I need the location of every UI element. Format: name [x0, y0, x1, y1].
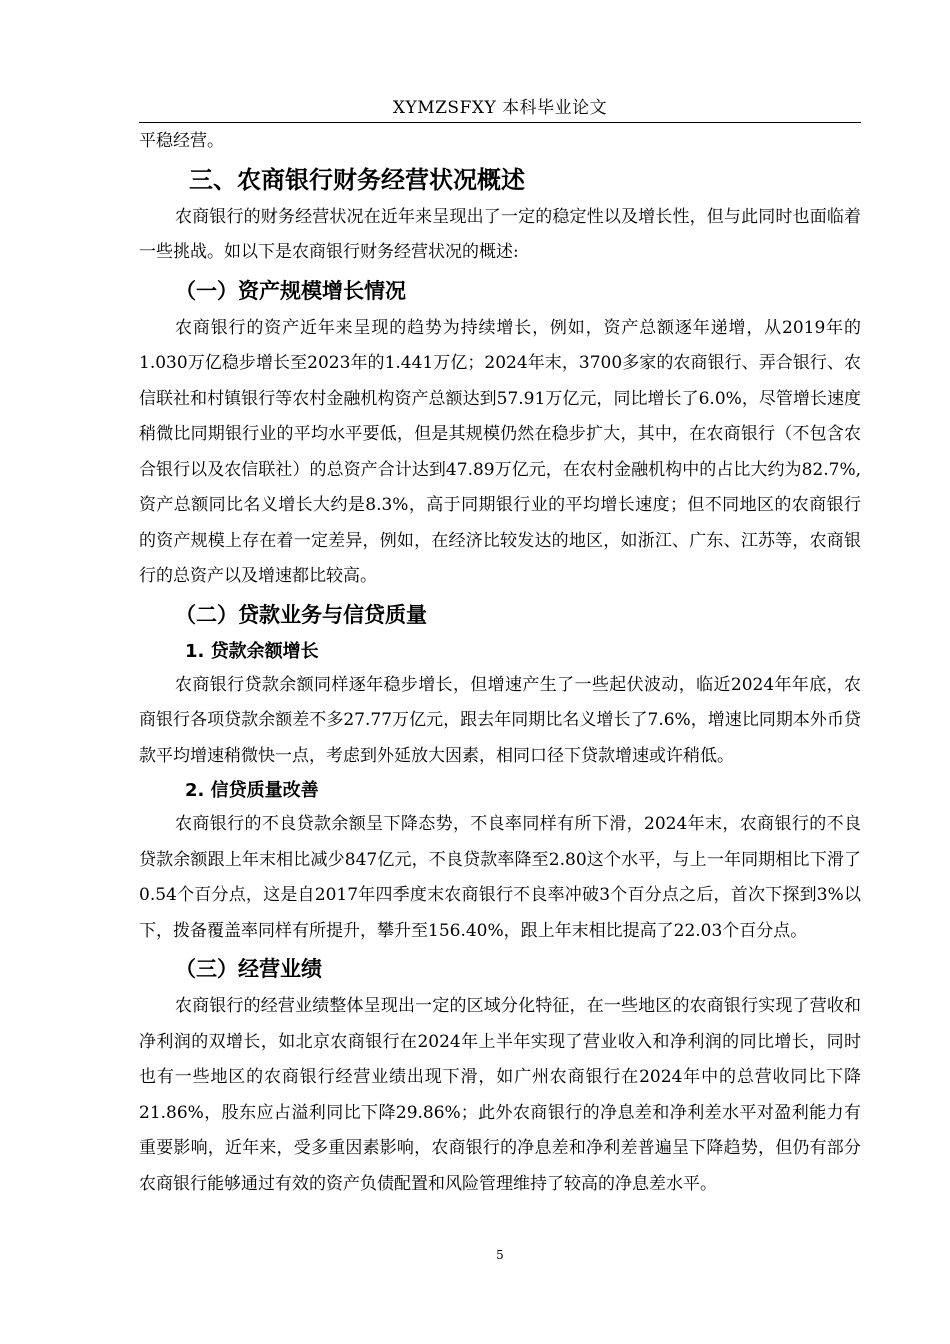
loan-balance-paragraph: 农商银行贷款余额同样逐年稳步增长，但增速产生了一些起伏波动，临近2024年年底，农商银行各项贷款余额差不多27.77万亿元，跟去年同期比名义增长了7.6%，增速比同期本外币贷款平均增速稍微快一点，考虑到外延放大因素，相同口径下贷款增速或许稍低。	[139, 674, 861, 766]
page-header: XYMZSFXY 本科毕业论文	[392, 98, 608, 118]
performance-paragraph: 农商银行的经营业绩整体呈现出一定的区域分化特征，在一些地区的农商银行实现了营收和净利润的双增长，如北京农商银行在2024年上半年实现了营业收入和净利润的同比增长，同时也有一些地区的农商银行经营业绩出现下滑，如广州农商银行在2024年中的总营收同比下降21.86%，股东应占溢利同比下降29.86%；此外农商银行的净息差和净利差水平对盈利能力有重要影响，近年来，受多重因素影响，农商银行的净息差和净利差普遍呈下降趋势，但仍有部分农商银行能够通过有效的资产负债配置和风险管理维持了较高的净息差水平。	[139, 996, 861, 1194]
asset-growth-paragraph: 农商银行的资产近年来呈现的趋势为持续增长，例如，资产总额逐年递增，从2019年的1.030万亿稳步增长至2023年的1.441万亿；2024年末，3700多家的农商银行、弄合银行、农信联社和村镇银行等农村金融机构资产总额达到57.91万亿元，同比增长了6.0%，尽管增长速度稍微比同期银行业的平均水平要低，但是其规模仍然在稳步扩大，其中，在农商银行（不包含农合银行以及农信联社）的总资产合计达到47.89万亿元，在农村金融机构中的占比大约为82.7%,资产总额同比名义增长大约是8.3%，高于同期银行业的平均增长速度；但不同地区的农商银行的资产规模上存在着一定差异，例如，在经济比较发达的地区，如浙江、广东、江苏等，农商银行的总资产以及增速都比较高。	[139, 317, 861, 586]
section-intro-paragraph: 农商银行的财务经营状况在近年来呈现出了一定的稳定性以及增长性，但与此同时也面临着一些挑战。如以下是农商银行财务经营状况的概述:	[139, 206, 861, 262]
item-heading-loan-balance: 1. 贷款余额增长	[185, 640, 319, 662]
subsection-heading-performance: （三）经营业绩	[175, 957, 322, 981]
page-content	[139, 124, 861, 1202]
subsection-heading-asset-growth: （一）资产规模增长情况	[175, 278, 406, 303]
continued-paragraph: 平稳经营。	[139, 131, 224, 151]
item-heading-credit-quality: 2. 信贷质量改善	[185, 780, 319, 801]
credit-quality-paragraph: 农商银行的不良贷款余额呈下降态势，不良率同样有所下滑，2024年末，农商银行的不良贷款余额跟上年末相比减少847亿元，不良贷款率降至2.80这个水平，与上一年同期相比下滑了0.54个百分点，这是自2017年四季度末农商银行不良率冲破3个百分点之后，首次下探到3%以下，拨备覆盖率同样有所提升，攀升至156.40%，跟上年末相比提高了22.03个百分点。	[139, 814, 861, 941]
page-number: 5	[496, 1248, 504, 1262]
header-divider	[139, 122, 861, 123]
subsection-heading-loans: （二）贷款业务与信贷质量	[175, 602, 427, 627]
section-heading: 三、农商银行财务经营状况概述	[189, 165, 525, 194]
